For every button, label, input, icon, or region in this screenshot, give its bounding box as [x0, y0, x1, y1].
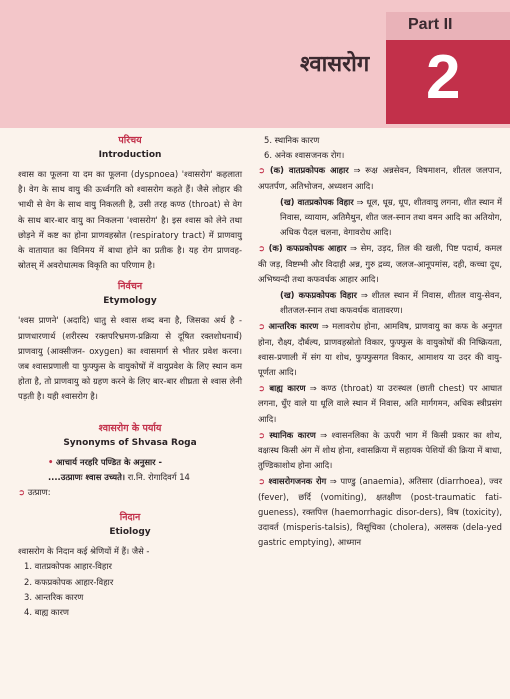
part-label-bar — [386, 12, 510, 40]
cause-item: (ख) कफप्रकोपक विहार ⇒ शीतल स्थान में निवास, शीतल वायु-सेवन, शीतजल-स्नान तथा कफवर्धक वातावरण। — [280, 290, 502, 316]
arrow-icon: ➲ — [258, 429, 266, 440]
chapter-title: श्वासरोग — [300, 52, 370, 77]
cause-item: ➲ (क) कफप्रकोपक आहार ⇒ सेम, उड़द, तिल की खली, पिष्ट पदार्थ, कमल की जड़, विष्टम्भी और विदाही अन्न, गुरु द्रव्य, जलज-आनूपमांस, दही, कच्चा दूध, अभिष्यन्दी तथा कफवर्धक आहार आदि। — [258, 243, 502, 284]
synonyms-heading-hi: श्वासरोग के पर्याय — [98, 422, 162, 434]
cause-item: ➲ श्वासरोगजनक रोग ⇒ पाण्डु (anaemia), अतिसार (diarrhoea), ज्वर (fever), छर्दि (vomiting), क्षतक्षीण (post-traumatic fati-gueness), रक्तपित्त (haemorrhagic disor-ders), विष (toxicity), उदावर्त (misperis-talsis), विसूचिका (cholera), अलसक (dela-yed gastric emptying), आध्मान — [258, 476, 503, 548]
arrow-icon: ➲ — [258, 383, 266, 394]
cause-item: (ख) वातप्रकोपक विहार ⇒ धूल, धूम्र, धूप, शीतवायु लगना, शीत स्थान में निवास, व्यायाम, अतिमैथुन, शीत जल-स्नान तथा वमन आदि का अतियोग, अधिक पैदल चलना, वेगावरोध आदि। — [280, 196, 502, 238]
arrow-icon: ➲ — [258, 321, 266, 332]
quote-block — [18, 455, 242, 485]
right-column — [258, 133, 502, 551]
cause-item: ➲ (क) वातप्रकोपक आहार ⇒ रूक्ष अन्नसेवन, विषमाशन, शीतल जलपान, अपतर्पण, अतिभोजन, अध्यशन आदि। — [258, 165, 502, 191]
cause-item: ➲ आन्तरिक कारण ⇒ मलावरोध होना, आमविष, प्राणवायु का कफ के अनुगत होना, रौक्ष्य, दौर्बल्य, प्राणवहस्रोतो विकार, फुफ्फुस के वायुकोषों की निष्क्रियता, श्वास-प्रणाली में संग या शोथ, फुफ्फुसगत विकार, आमाशय या उदर की वायु-पूर्णता आदि। — [258, 321, 503, 378]
list-item: 6. अनेक श्वासजनक रोग। — [264, 150, 345, 161]
intro-heading-en: Introduction — [98, 150, 162, 160]
quote-head: • आचार्य नरहरि पण्डित के अनुसार - — [48, 456, 162, 467]
list-item: 4. बाह्य कारण — [24, 607, 69, 618]
synonyms-heading-en: Synonyms of Shvasa Roga — [63, 437, 197, 448]
synonym-item: ➲ उत्प्राण: — [18, 487, 51, 498]
arrow-icon: ➲ — [18, 487, 26, 498]
etiology-heading-hi: निदान — [119, 512, 141, 524]
etymology-paragraph: 'श्वस प्राणने' (अदादि) धातु से श्वास शब्द बना है, जिसका अर्थ है - प्राणधारणार्थ (शरीरस्थ रक्तपरिभ्रमण-प्रक्रिया से दूषित रक्तशोधनार्थ) प्राणवायु (आक्सीजन- oxygen) का श्वासमार्ग से भीतर प्रवेश करना। जब श्वासप्रणाली या फुफ्फुस के वायुकोषों में वायुप्रवेश के लिए स्थान कम होता है, तो प्राणवायु को ग्रहण करने के लिए बार-बार शीघ्रता से श्वास लेनी पड़ती है। यही श्वासरोग है। — [18, 315, 242, 402]
list-item: 1. वातप्रकोपक आहार-विहार — [24, 561, 112, 572]
cause-item: ➲ स्थानिक कारण ⇒ श्वासनलिका के ऊपरी भाग में किसी प्रकार का शोथ, वक्षःस्थ किसी अंग में शोथ होना, श्वासक्रिया में सहायक पेशियों की क्रिया में बाधा, तुण्डिकाशोथ होना आदि। — [258, 429, 502, 471]
etymology-heading-hi: निर्वचन — [117, 281, 143, 293]
left-column — [18, 133, 242, 620]
etiology-heading-en: Etiology — [109, 527, 151, 538]
etiology-intro: श्वासरोग के निदान कई श्रेणियों में हैं। जैसे - — [18, 546, 150, 557]
part-label: Part II — [408, 16, 453, 33]
chapter-number: 2 — [426, 43, 461, 112]
arrow-icon: ➲ — [258, 243, 266, 254]
etiology-list-continued — [258, 133, 502, 163]
list-item: 2. कफप्रकोपक आहार-विहार — [24, 576, 114, 587]
cause-item: ➲ बाह्य कारण ⇒ कण्ठ (throat) या उरःस्थल (छाती chest) पर आघात लगना, धुँए वाले या धूलि वाले स्थान में निवास, अति मार्गगमन, अधिक स्त्रीप्रसंग आदि। — [258, 383, 502, 424]
intro-heading-hi: परिचय — [118, 135, 142, 146]
quote-line: ....उत्प्राणः श्वास उच्यते। रा.नि. रोगादिवर्ग 14 — [48, 471, 190, 482]
intro-paragraph: श्वास का फूलना या दम का फूलना (dyspnoea) 'श्वासरोग' कहलाता है। वेग के साथ वायु की ऊर्ध्वगति को श्वासरोग कहते हैं। जैसे लोहार की भाथी से वेग के साथ वायु निकलती है, उसी तरह कण्ठ (throat) से वेग के साथ बार-बार वायु का निकलना 'श्वासरोग' है। इस श्वास को लेने तथा छोड़ने में कष्ट का होना प्राणवहस्रोत (respiratory tract) में प्राणवायु के वातायात का विनिमय में बाधा होने का प्रतीक है। यह रोग प्राणवह-स्रोतस् में अवरोधात्मक विकृति का परिणाम है। — [18, 169, 242, 271]
list-item: 3. आन्तरिक कारण — [24, 591, 84, 602]
arrow-icon: ➲ — [258, 476, 266, 487]
part-badge — [386, 12, 510, 124]
etiology-list — [18, 559, 242, 620]
arrow-icon: ➲ — [258, 165, 266, 176]
etymology-heading-en: Etymology — [103, 296, 157, 307]
list-item: 5. स्थानिक कारण — [264, 135, 320, 145]
